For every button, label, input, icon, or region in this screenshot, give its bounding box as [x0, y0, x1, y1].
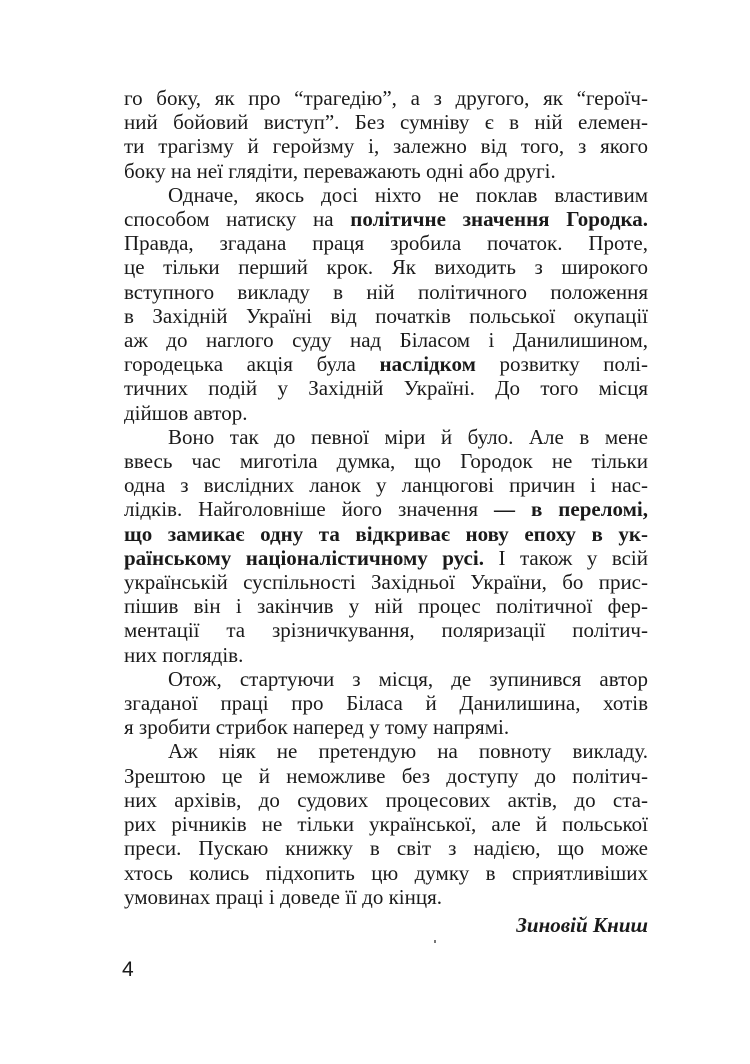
text-run: це тільки перший крок. Як виходить з широкого [124, 255, 648, 280]
text-line [124, 134, 648, 158]
text-line [124, 376, 648, 400]
text-run: розвитку полі- [475, 352, 648, 377]
text-line [124, 546, 648, 570]
text-line [124, 885, 648, 909]
text-run: них архівів, до судових процесових актів, до ста- [124, 787, 648, 812]
body-text [124, 86, 648, 937]
text-line [124, 667, 648, 691]
text-line [124, 594, 648, 618]
text-run: Отож, стартуючи з місця, де зупинився автор [168, 666, 648, 691]
text-line [124, 159, 648, 183]
text-line [124, 231, 648, 255]
text-run: боку на неї глядіти, переважають одні або другі. [124, 158, 556, 183]
text-line [124, 328, 648, 352]
text-line [124, 352, 648, 376]
text-run: українській суспільності Західньої України, бо прис- [124, 570, 648, 595]
text-run: згаданої праці про Біласа й Данилишина, хотів [124, 691, 648, 716]
text-run: аж до наглого суду над Біласом і Данилишином, [124, 328, 648, 353]
text-run: го боку, як про “трагедію”, а з другого, як “героїч- [124, 86, 648, 110]
text-run: Правда, згадана праця зробила початок. Проте, [124, 231, 648, 256]
text-run: Воно так до певної міри й було. Але в мене [168, 424, 648, 449]
bold-text: наслідком [379, 352, 476, 377]
text-run: Аж ніяк не претендую на повноту викладу. [168, 739, 648, 764]
text-run: Одначе, якось досі ніхто не поклав властивим [168, 182, 648, 207]
paragraph-p4 [124, 667, 648, 740]
text-line [124, 449, 648, 473]
text-line [124, 86, 648, 110]
text-line [124, 764, 648, 788]
bold-text: що замикає одну та відкриває нову епоху в ук- [124, 521, 648, 546]
text-run: дійшов автор. [124, 400, 248, 425]
bold-text: — в переломі, [494, 497, 648, 522]
text-run: тичних подій у Західній Україні. До того місця [124, 376, 648, 401]
text-run: ввесь час миготіла думка, що Городок не тільки [124, 449, 648, 474]
text-line [124, 280, 648, 304]
text-line [124, 788, 648, 812]
paragraph-p1 [124, 86, 648, 183]
text-run: в Західній Україні від початків польської окупації [124, 303, 648, 328]
text-line [124, 836, 648, 860]
text-run: способом натиску на [124, 207, 351, 232]
text-line [124, 207, 648, 231]
bold-text: раїнському націоналістичному русі. [124, 545, 484, 570]
text-run: вступного викладу в ній політичного положення [124, 279, 648, 304]
text-run: рих річників не тільки української, але й польської [124, 812, 648, 837]
page-number: 4 [122, 958, 134, 981]
text-line [124, 643, 648, 667]
text-run: преси. Пускаю книжку в світ з надією, що може [124, 836, 648, 861]
text-line [124, 618, 648, 642]
text-run: лідків. Найголовніше його значення [124, 497, 494, 522]
text-line [124, 715, 648, 739]
text-run: ментації та зрізничкування, поляризації політич- [124, 618, 648, 643]
text-run: пішив він і закінчив у ній процес політичної фер- [124, 594, 648, 619]
text-run: я зробити стрибок наперед у тому напрямі. [124, 715, 510, 740]
text-line [124, 425, 648, 449]
text-run: ти трагізму й геройзму і, залежно від того, з якого [124, 134, 648, 159]
print-speck [434, 940, 436, 943]
text-line [124, 522, 648, 546]
text-line [124, 497, 648, 521]
text-line [124, 304, 648, 328]
text-run: городецька акція була [124, 352, 380, 377]
bold-text: політичне значення Городка. [350, 207, 648, 232]
text-line [124, 691, 648, 715]
text-run: одна з вислідних ланок у ланцюгові причин і нас- [124, 473, 648, 498]
author-name: Зиновій Книш [516, 912, 648, 937]
text-line [124, 183, 648, 207]
text-run: ний бойовий виступ”. Без сумніву є в ній елемен- [124, 110, 648, 135]
text-line [124, 110, 648, 134]
text-line [124, 812, 648, 836]
text-run: них поглядів. [124, 642, 244, 667]
text-run: умовинах праці і доведе її до кінця. [124, 884, 442, 909]
paragraph-p2 [124, 183, 648, 425]
text-line [124, 570, 648, 594]
text-run: Зрештою це й неможливе без доступу до політич- [124, 763, 648, 788]
text-line [124, 401, 648, 425]
text-line [124, 739, 648, 763]
text-run: І також у всій [483, 545, 648, 570]
paragraph-p5 [124, 739, 648, 908]
paragraph-p3 [124, 425, 648, 667]
text-line [124, 473, 648, 497]
text-line [124, 255, 648, 279]
text-run: хтось колись підхопить цю думку в сприятливіших [124, 860, 648, 885]
text-line [124, 861, 648, 885]
